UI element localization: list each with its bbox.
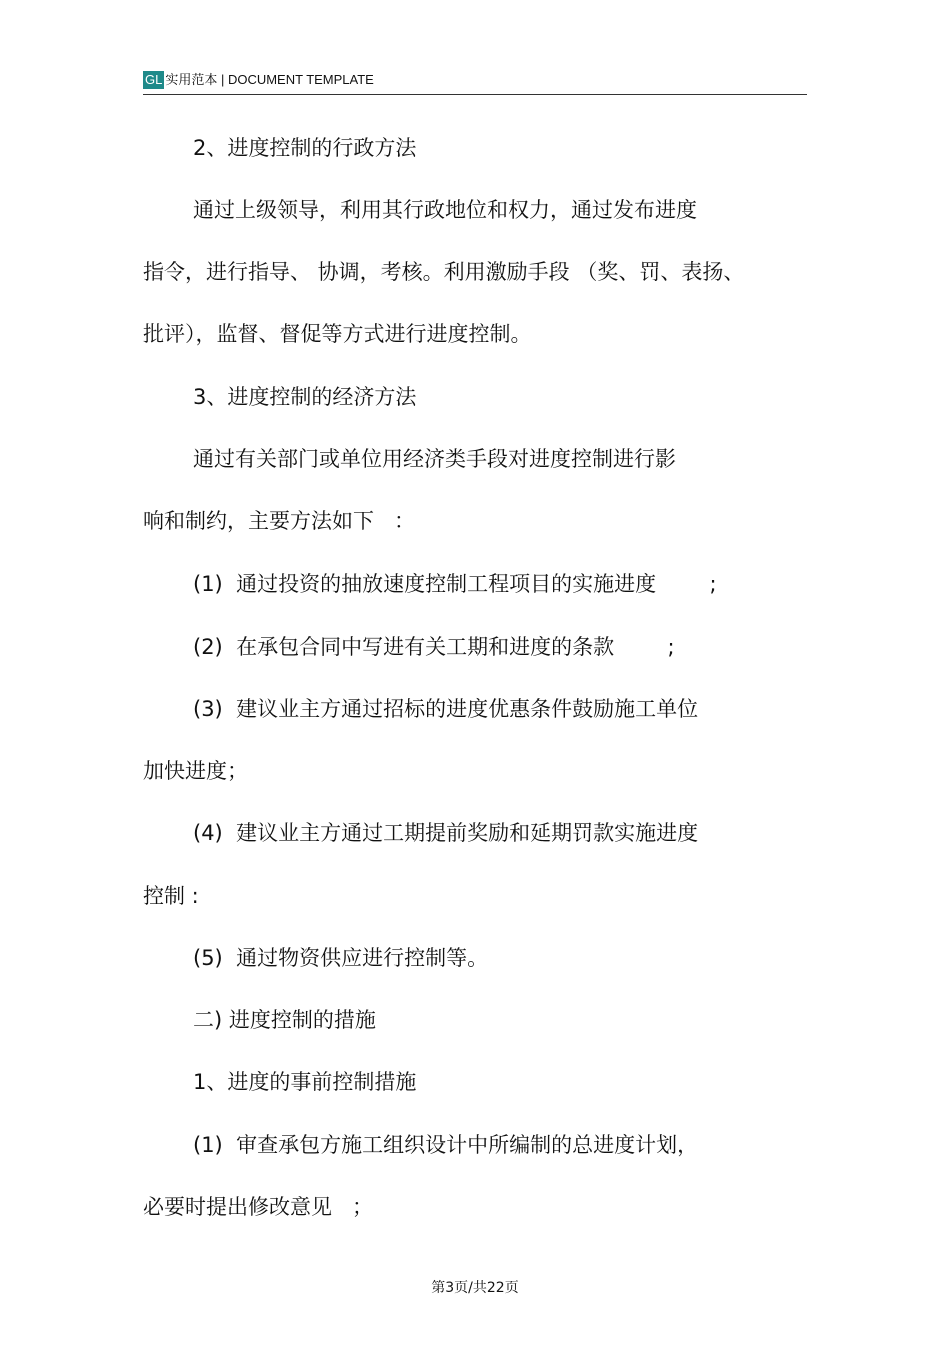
- text-line: 通过有关部门或单位用经济类手段对进度控制进行影: [193, 447, 676, 471]
- text-line: 必要时提出修改意见 ；: [143, 1195, 374, 1219]
- page-number: 第3页/共22页: [431, 1280, 519, 1296]
- text-line: (1) 通过投资的抽放速度控制工程项目的实施进度 ;: [193, 572, 717, 596]
- page-header: [143, 70, 807, 95]
- text-line: 指令，进行指导、 协调，考核。利用激励手段 （奖、罚、表扬、: [143, 260, 745, 284]
- text-line: 2、进度控制的行政方法: [193, 136, 417, 160]
- text-line: 1、进度的事前控制措施: [193, 1070, 417, 1094]
- header-title: 实用范本 | DOCUMENT TEMPLATE: [165, 72, 374, 87]
- logo: GL: [145, 72, 163, 87]
- text-line: 批评），监督、督促等方式进行进度控制。: [143, 322, 532, 346]
- text-line: (4) 建议业主方通过工期提前奖励和延期罚款实施进度: [193, 821, 699, 845]
- text-line: (3) 建议业主方通过招标的进度优惠条件鼓励施工单位: [193, 697, 699, 721]
- text-line: 加快进度；: [143, 759, 248, 783]
- text-line: 控制 :: [143, 884, 199, 908]
- text-line: 通过上级领导，利用其行政地位和权力，通过发布进度: [193, 198, 697, 222]
- text-line: 3、进度控制的经济方法: [193, 385, 417, 409]
- text-line: (1) 审查承包方施工组织设计中所编制的总进度计划，: [193, 1133, 699, 1157]
- text-line: 二) 进度控制的措施: [193, 1008, 376, 1032]
- text-line: (5) 通过物资供应进行控制等。: [193, 946, 489, 970]
- text-line: 响和制约，主要方法如下 ：: [143, 509, 416, 533]
- text-line: (2) 在承包合同中写进有关工期和进度的条款 ;: [193, 635, 675, 659]
